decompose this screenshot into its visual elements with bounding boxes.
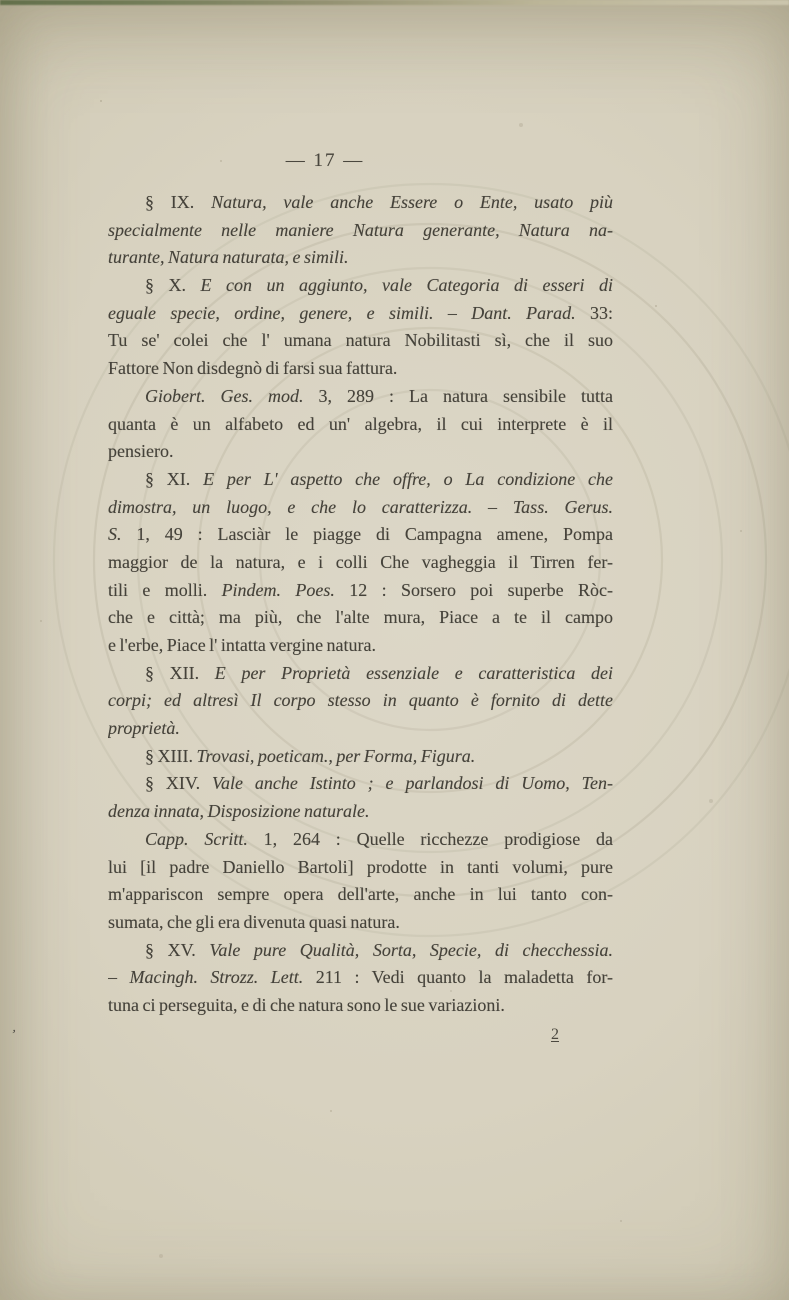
roman-text-segment: maggior de la natura, e i colli Che vagheggia il Tirren fer- — [108, 551, 613, 572]
roman-text-segment: sumata, che gli era divenuta quasi natura. — [108, 911, 400, 932]
italic-text-segment: Giobert. Ges. mod. — [145, 385, 319, 406]
italic-text-segment: Vale anche Istinto ; e parlandosi di Uomo, Ten- — [211, 773, 613, 794]
italic-text-segment: Macingh. Strozz. Lett. — [129, 967, 316, 988]
roman-text-segment: che e città; ma più, che l'alte mura, Piace a te il campo — [108, 607, 613, 628]
roman-text-segment: 12 : Sorsero poi superbe Ròc- — [349, 579, 613, 600]
text-line — [108, 217, 613, 245]
italic-text-segment: E con un aggiunto, vale Categoria di esseri di — [200, 275, 613, 296]
signature-mark: 2 — [551, 1026, 559, 1043]
italic-text-segment: corpi; ed altresì Il corpo stesso in quanto è fornito di dette — [108, 690, 613, 711]
roman-text-segment: lui [il padre Daniello Bartoli] prodotte in tanti volumi, pure — [108, 856, 613, 877]
text-line — [108, 826, 613, 854]
italic-text-segment: proprietà. — [108, 718, 180, 739]
roman-text-segment: m'appariscon sempre opera dell'arte, anche in lui tanto con- — [108, 884, 613, 905]
italic-text-segment: Vale pure Qualità, Sorta, Specie, di checchessia. — [209, 939, 613, 960]
text-line — [108, 521, 613, 549]
text-line — [108, 494, 613, 522]
italic-text-segment: Natura, vale anche Essere o Ente, usato più — [211, 192, 613, 212]
roman-text-segment: § X. — [145, 275, 201, 296]
roman-text-segment: § XV. — [145, 939, 210, 960]
text-line — [108, 411, 613, 439]
text-line — [108, 244, 613, 272]
roman-text-segment: § XIV. — [145, 773, 212, 794]
italic-text-segment: Pindem. Poes. — [221, 579, 350, 600]
text-line — [108, 272, 613, 300]
italic-text-segment: S. — [108, 524, 137, 545]
roman-text-segment: § XIII. — [145, 745, 197, 766]
text-line — [108, 466, 613, 494]
text-line — [108, 327, 613, 355]
text-line — [108, 687, 613, 715]
italic-text-segment: eguale specie, ordine, genere, e simili. – Dant. Parad. — [108, 302, 590, 323]
roman-text-segment: 3, 289 : La natura sensibile tutta — [318, 385, 613, 406]
text-line — [108, 438, 613, 466]
italic-text-segment: turante, Natura naturata, e simili. — [108, 247, 349, 268]
text-line — [108, 909, 613, 937]
text-line — [108, 660, 613, 688]
italic-text-segment: E per Proprietà essenziale e caratteristica dei — [214, 662, 613, 683]
text-line — [108, 992, 613, 1020]
roman-text-segment: 211 : Vedi quanto la maladetta for- — [315, 967, 613, 988]
text-line — [108, 300, 613, 328]
roman-text-segment: 1, 49 : Lasciàr le piagge di Campagna amene, Pompa — [136, 524, 613, 545]
text-line — [108, 881, 613, 909]
italic-text-segment: E per L' aspetto che offre, o La condizione che — [203, 468, 613, 489]
text-block — [108, 189, 613, 1020]
roman-text-segment: e l'erbe, Piace l' intatta vergine natura. — [108, 635, 377, 655]
roman-text-segment: § IX. — [145, 192, 212, 212]
text-line — [108, 189, 613, 217]
italic-text-segment: denza innata, Disposizione naturale. — [108, 801, 370, 822]
scan-top-edge-shadow — [0, 0, 789, 5]
roman-text-segment: Fattore Non disdegnò di farsi sua fattura. — [108, 358, 398, 379]
roman-text-segment: tili e molli. — [108, 579, 222, 600]
roman-text-segment: quanta è un alfabeto ed un' algebra, il cui interprete è il — [108, 413, 613, 434]
text-line — [108, 770, 613, 798]
roman-text-segment: – — [108, 967, 130, 988]
text-line — [108, 854, 613, 882]
roman-text-segment: 1, 264 : Quelle ricchezze prodigiose da — [263, 828, 613, 849]
text-line — [108, 937, 613, 965]
roman-text-segment: Tu se' colei che l' umana natura Nobilitasti sì, che il suo — [108, 330, 613, 351]
text-line — [108, 798, 613, 826]
text-line — [108, 383, 613, 411]
text-line — [108, 355, 613, 383]
text-line — [108, 604, 613, 632]
italic-text-segment: specialmente nelle maniere Natura generante, Natura na- — [108, 219, 613, 240]
italic-text-segment: Capp. Scritt. — [145, 828, 264, 849]
italic-text-segment: Trovasi, poeticam., per Forma, Figura. — [196, 745, 476, 766]
text-line — [108, 577, 613, 605]
roman-text-segment: 33: — [589, 302, 613, 323]
text-line — [108, 715, 613, 743]
paper-specks — [100, 100, 102, 102]
text-line — [108, 964, 613, 992]
italic-text-segment: dimostra, un luogo, e che lo caratterizza. – Tass. Gerus. — [108, 496, 613, 517]
roman-text-segment: § XI. — [145, 468, 204, 489]
text-line — [108, 743, 613, 771]
roman-text-segment: tuna ci perseguita, e di che natura sono le sue variazioni. — [108, 994, 505, 1015]
roman-text-segment: pensiero. — [108, 441, 174, 462]
text-line — [108, 632, 613, 660]
page-number-header: — 17 — — [285, 150, 365, 171]
stray-mark: ’ — [10, 1027, 17, 1044]
roman-text-segment: § XII. — [145, 662, 215, 683]
text-line — [108, 549, 613, 577]
